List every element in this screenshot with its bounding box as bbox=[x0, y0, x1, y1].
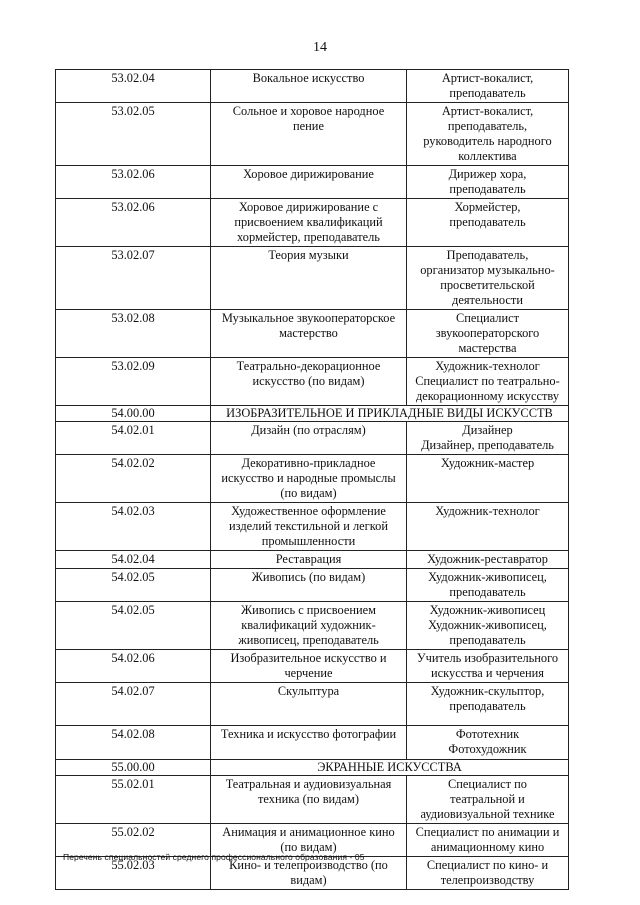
qualification: Специалист звукооператорского мастерства bbox=[407, 310, 569, 358]
table-row bbox=[56, 70, 569, 103]
specialty-code: 54.02.01 bbox=[56, 422, 211, 455]
table-row bbox=[56, 199, 569, 247]
table-row bbox=[56, 602, 569, 650]
qualification: Дизайнер Дизайнер, преподаватель bbox=[407, 422, 569, 455]
qualification: Специалист по кино- и телепроизводству bbox=[407, 857, 569, 890]
table-row bbox=[56, 422, 569, 455]
table-row bbox=[56, 166, 569, 199]
specialty-code: 54.02.08 bbox=[56, 726, 211, 760]
specialty-name: Техника и искусство фотографии bbox=[211, 726, 407, 760]
table-row bbox=[56, 247, 569, 310]
table-row bbox=[56, 310, 569, 358]
specialty-code: 54.02.04 bbox=[56, 551, 211, 569]
specialty-name: Театрально-декорационное искусство (по видам) bbox=[211, 358, 407, 406]
specialty-code: 53.02.05 bbox=[56, 103, 211, 166]
specialty-name: Вокальное искусство bbox=[211, 70, 407, 103]
specialty-name: Театральная и аудиовизуальная техника (по видам) bbox=[211, 776, 407, 824]
table-row bbox=[56, 455, 569, 503]
qualification: Художник-мастер bbox=[407, 455, 569, 503]
qualification: Художник-живописец Художник-живописец, преподаватель bbox=[407, 602, 569, 650]
specialty-name: Живопись с присвоением квалификаций художник- живописец, преподаватель bbox=[211, 602, 407, 650]
table-row bbox=[56, 358, 569, 406]
qualification: Артист-вокалист, преподаватель, руководитель народного коллектива bbox=[407, 103, 569, 166]
specialty-name: Теория музыки bbox=[211, 247, 407, 310]
qualification: Специалист по театральной и аудиовизуальной технике bbox=[407, 776, 569, 824]
specialty-name: Декоративно-прикладное искусство и народные промыслы (по видам) bbox=[211, 455, 407, 503]
table-row bbox=[56, 776, 569, 824]
specialty-name: Скульптура bbox=[211, 683, 407, 726]
specialty-name: Дизайн (по отраслям) bbox=[211, 422, 407, 455]
specialties-table bbox=[55, 69, 569, 890]
group-row bbox=[56, 760, 569, 776]
qualification: Учитель изобразительного искусства и черчения bbox=[407, 650, 569, 683]
qualification: Преподаватель, организатор музыкально- просветительской деятельности bbox=[407, 247, 569, 310]
table-body bbox=[56, 70, 569, 890]
specialty-code: 53.02.09 bbox=[56, 358, 211, 406]
specialty-code: 55.02.03 bbox=[56, 857, 211, 890]
group-title: ИЗОБРАЗИТЕЛЬНОЕ И ПРИКЛАДНЫЕ ВИДЫ ИСКУССТВ bbox=[211, 406, 569, 422]
specialty-name: Сольное и хоровое народное пение bbox=[211, 103, 407, 166]
page-number: 14 bbox=[313, 40, 327, 55]
specialty-code: 54.02.07 bbox=[56, 683, 211, 726]
specialty-code: 54.02.05 bbox=[56, 569, 211, 602]
table-row bbox=[56, 726, 569, 760]
specialty-code: 53.02.07 bbox=[56, 247, 211, 310]
table-row bbox=[56, 103, 569, 166]
specialty-code: 53.02.06 bbox=[56, 166, 211, 199]
qualification: Художник-скульптор, преподаватель bbox=[407, 683, 569, 726]
specialty-name: Музыкальное звукооператорское мастерство bbox=[211, 310, 407, 358]
qualification: Артист-вокалист, преподаватель bbox=[407, 70, 569, 103]
specialty-code: 55.00.00 bbox=[56, 760, 211, 776]
specialty-code: 55.02.01 bbox=[56, 776, 211, 824]
group-title: ЭКРАННЫЕ ИСКУССТВА bbox=[211, 760, 569, 776]
qualification: Художник-технолог bbox=[407, 503, 569, 551]
specialty-code: 54.02.02 bbox=[56, 455, 211, 503]
qualification: Дирижер хора, преподаватель bbox=[407, 166, 569, 199]
specialty-name: Живопись (по видам) bbox=[211, 569, 407, 602]
table-row bbox=[56, 503, 569, 551]
specialty-name: Хоровое дирижирование с присвоением квалификаций хормейстер, преподаватель bbox=[211, 199, 407, 247]
table-row bbox=[56, 683, 569, 726]
table-row bbox=[56, 650, 569, 683]
specialty-code: 55.02.02 bbox=[56, 824, 211, 857]
group-row bbox=[56, 406, 569, 422]
specialty-code: 53.02.06 bbox=[56, 199, 211, 247]
specialty-name: Изобразительное искусство и черчение bbox=[211, 650, 407, 683]
qualification: Художник-реставратор bbox=[407, 551, 569, 569]
specialty-name: Хоровое дирижирование bbox=[211, 166, 407, 199]
qualification: Художник-технолог Специалист по театрально- декорационному искусству bbox=[407, 358, 569, 406]
qualification: Специалист по анимации и анимационному кино bbox=[407, 824, 569, 857]
specialty-code: 54.02.03 bbox=[56, 503, 211, 551]
specialty-code: 54.02.05 bbox=[56, 602, 211, 650]
specialty-name: Художественное оформление изделий текстильной и легкой промышленности bbox=[211, 503, 407, 551]
specialty-code: 53.02.04 bbox=[56, 70, 211, 103]
table-row bbox=[56, 569, 569, 602]
qualification: Хормейстер, преподаватель bbox=[407, 199, 569, 247]
specialty-name: Реставрация bbox=[211, 551, 407, 569]
specialty-code: 53.02.08 bbox=[56, 310, 211, 358]
specialty-name: Анимация и анимационное кино (по видам) bbox=[211, 824, 407, 857]
specialty-code: 54.00.00 bbox=[56, 406, 211, 422]
specialty-name: Кино- и телепроизводство (по видам) bbox=[211, 857, 407, 890]
qualification: Фототехник Фотохудожник bbox=[407, 726, 569, 760]
qualification: Художник-живописец, преподаватель bbox=[407, 569, 569, 602]
page-footer: Перечень специальностей среднего профессионального образования - 05 bbox=[63, 852, 365, 862]
table-row bbox=[56, 551, 569, 569]
specialty-code: 54.02.06 bbox=[56, 650, 211, 683]
